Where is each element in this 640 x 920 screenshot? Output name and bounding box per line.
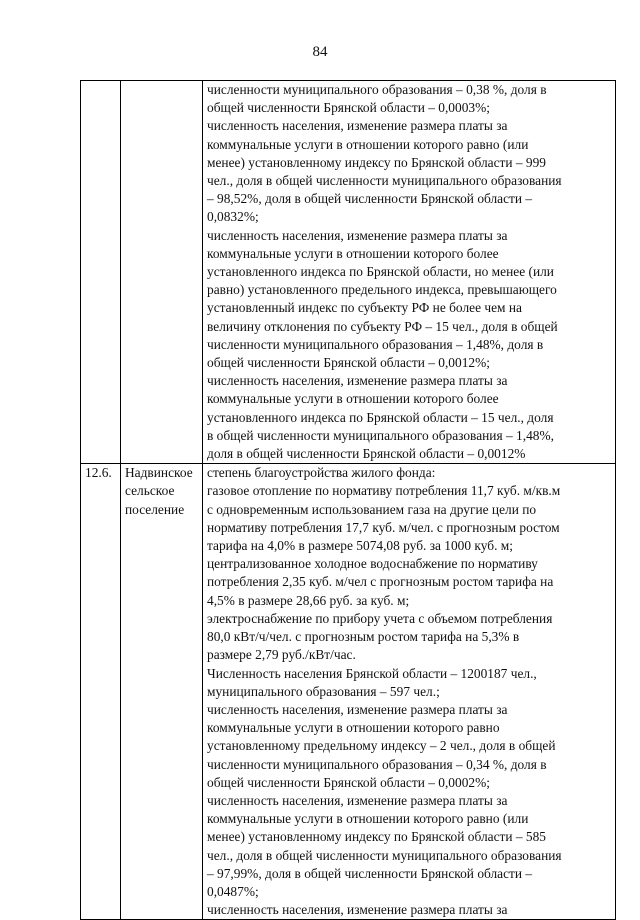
text-line: установленный индекс по субъекту РФ не более чем на — [207, 300, 522, 316]
text-line: степень благоустройства жилого фонда: — [207, 465, 436, 481]
text-line: электроснабжение по прибору учета с объемом потребления — [207, 610, 553, 626]
text-line: чел., доля в общей численности муниципального образования — [207, 847, 562, 863]
text-line: установленного индекса по Брянской области, но менее (или — [207, 264, 554, 280]
text-line: – 98,52%, доля в общей численности Брянской области – — [207, 191, 533, 207]
text-line: доля в общей численности Брянской области – 0,0012% — [207, 446, 526, 462]
text-line: в общей численности муниципального образования – 1,48%, — [207, 427, 554, 443]
text-line: коммунальные услуги в отношении которого более — [207, 391, 499, 407]
text-line: численности муниципального образования – 1,48%, доля в — [207, 336, 544, 352]
text-line: общей численности Брянской области – 0,0003%; — [207, 100, 490, 116]
tariff-table — [80, 80, 616, 920]
row-number-cell — [81, 81, 121, 464]
text-line: нормативу потребления 17,7 куб. м/чел. с прогнозным ростом — [207, 519, 560, 535]
text-line: с одновременным использованием газа на другие цели по — [207, 501, 537, 517]
text-line: численность населения, изменение размера платы за — [207, 792, 508, 808]
text-line: 0,0487%; — [207, 883, 259, 899]
text-line: установленного индекса по Брянской области – 15 чел., доля — [207, 409, 554, 425]
text-line: потребления 2,35 куб. м/чел с прогнозным ростом тарифа на — [207, 574, 554, 590]
text-line: коммунальные услуги в отношении которого равно (или — [207, 136, 529, 152]
text-line: численность населения, изменение размера платы за — [207, 118, 508, 134]
row-number-cell — [81, 464, 121, 920]
table-row — [81, 81, 616, 464]
text-line: Численность населения Брянской области – 1200187 чел., — [207, 665, 537, 681]
text-line: – 97,99%, доля в общей численности Брянской области – — [207, 865, 533, 881]
settlement-name-line: сельское — [125, 483, 175, 499]
text-line: размере 2,79 руб./кВт/час. — [207, 647, 356, 663]
row-name-cell — [121, 81, 203, 464]
text-line: численность населения, изменение размера платы за — [207, 902, 508, 918]
text-line: равно) установленного предельного индекса, превышающего — [207, 282, 557, 298]
text-line: газовое отопление по нормативу потребления 11,7 куб. м/кв.м — [207, 483, 561, 499]
text-line: коммунальные услуги в отношении которого более — [207, 245, 499, 261]
text-line: централизованное холодное водоснабжение по нормативу — [207, 556, 538, 572]
settlement-name-line: поселение — [125, 501, 185, 517]
text-line: менее) установленному индексу по Брянской области – 585 — [207, 829, 547, 845]
page-number: 84 — [312, 44, 328, 60]
row-text-cell — [203, 81, 616, 464]
text-line: 80,0 кВт/ч/чел. с прогнозным ростом тарифа на 5,3% в — [207, 629, 520, 645]
text-line: общей численности Брянской области – 0,0002%; — [207, 774, 490, 790]
text-line: чел., доля в общей численности муниципального образования — [207, 173, 562, 189]
row-name-cell — [121, 464, 203, 920]
text-line: менее) установленному индексу по Брянской области – 999 — [207, 154, 547, 170]
text-line: численность населения, изменение размера платы за — [207, 373, 508, 389]
text-line: коммунальные услуги в отношении которого равно (или — [207, 811, 529, 827]
text-line: численность населения, изменение размера платы за — [207, 701, 508, 717]
table-row — [81, 464, 616, 920]
row-text-cell — [203, 464, 616, 920]
text-line: численность населения, изменение размера платы за — [207, 227, 508, 243]
text-line: численности муниципального образования – 0,38 %, доля в — [207, 82, 547, 97]
text-line: численности муниципального образования – 0,34 %, доля в — [207, 756, 547, 772]
text-line: установленному предельному индексу – 2 чел., доля в общей — [207, 738, 556, 754]
text-line: величину отклонения по субъекту РФ – 15 чел., доля в общей — [207, 318, 558, 334]
text-line: общей численности Брянской области – 0,0012%; — [207, 355, 490, 371]
settlement-name-line: Надвинское — [125, 465, 193, 481]
text-line: муниципального образования – 597 чел.; — [207, 683, 440, 699]
text-line: 4,5% в размере 28,66 руб. за куб. м; — [207, 592, 410, 608]
text-line: 0,0832%; — [207, 209, 259, 225]
text-line: тарифа на 4,0% в размере 5074,08 руб. за 1000 куб. м; — [207, 538, 513, 554]
row-number: 12.6. — [85, 465, 112, 481]
text-line: коммунальные услуги в отношении которого равно — [207, 720, 500, 736]
